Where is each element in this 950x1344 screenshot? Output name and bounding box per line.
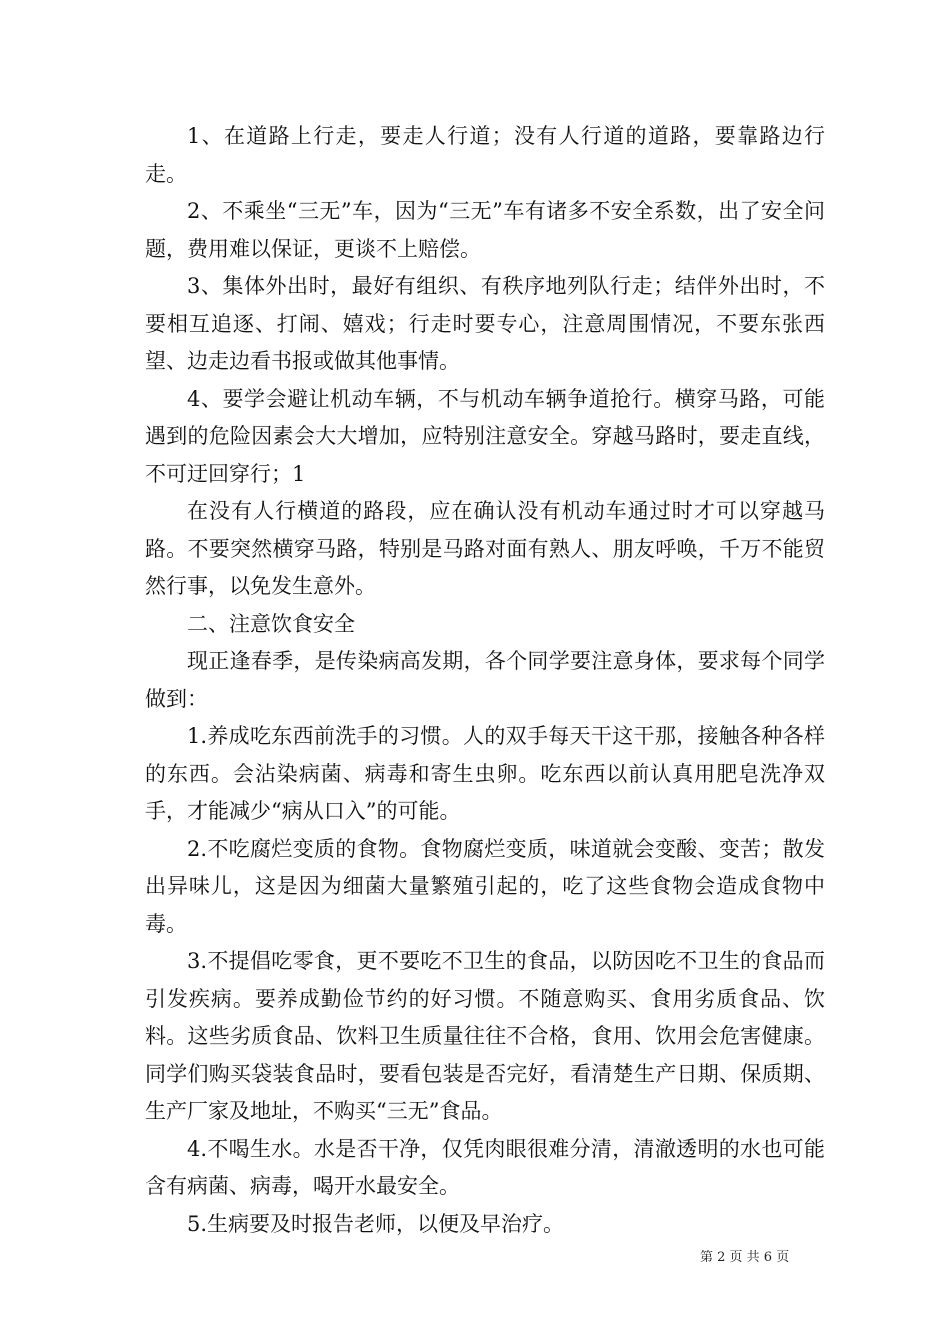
page-number: 第 2 页 共 6 页 <box>700 1250 790 1265</box>
paragraph-food-4: 4.不喝生水。水是否干净，仅凭肉眼很难分清，清澈透明的水也可能含有病菌、病毒，喝开水最安全。 <box>145 1136 825 1198</box>
document-body <box>145 118 825 1243</box>
paragraph-crossing: 在没有人行横道的路段，应在确认没有机动车通过时才可以穿越马路。不要突然横穿马路，特别是马路对面有熟人、朋友呼唤，千万不能贸然行事，以免发生意外。 <box>145 499 825 598</box>
paragraph-food-3: 3.不提倡吃零食，更不要吃不卫生的食品，以防因吃不卫生的食品而引发疾病。要养成勤俭节约的好习惯。不随意购买、食用劣质食品、饮料。这些劣质食品、饮料卫生质量往往不合格，食用、饮用会危害健康。同学们购买袋装食品时，要看包装是否完好，看清楚生产日期、保质期、生产厂家及地址，不购买“三无”食品。 <box>145 949 825 1123</box>
paragraph-food-1: 1.养成吃东西前洗手的习惯。人的双手每天干这干那，接触各种各样的东西。会沾染病菌、病毒和寄生虫卵。吃东西以前认真用肥皂洗净双手，才能减少“病从口入”的可能。 <box>145 724 825 823</box>
paragraph-rule-3: 3、集体外出时，最好有组织、有秩序地列队行走；结伴外出时，不要相互追逐、打闹、嬉戏；行走时要专心，注意周围情况，不要东张西望、边走边看书报或做其他事情。 <box>145 274 825 373</box>
paragraph-food-5: 5.生病要及时报告老师，以便及早治疗。 <box>187 1211 565 1236</box>
section-heading-food-safety: 二、注意饮食安全 <box>187 611 355 636</box>
paragraph-rule-2: 2、不乘坐“三无”车，因为“三无”车有诸多不安全系数，出了安全问题，费用难以保证，更谈不上赔偿。 <box>145 199 825 261</box>
paragraph-rule-1: 1、在道路上行走，要走人行道；没有人行道的道路，要靠路边行走。 <box>145 124 825 186</box>
paragraph-intro: 现正逢春季，是传染病高发期，各个同学要注意身体，要求每个同学做到： <box>145 649 825 711</box>
paragraph-food-2: 2.不吃腐烂变质的食物。食物腐烂变质，味道就会变酸、变苦；散发出异味儿，这是因为细菌大量繁殖引起的，吃了这些食物会造成食物中毒。 <box>145 836 825 936</box>
paragraph-rule-4: 4、要学会避让机动车辆，不与机动车辆争道抢行。横穿马路，可能遇到的危险因素会大大增加，应特别注意安全。穿越马路时，要走直线，不可迂回穿行；1 <box>145 386 825 486</box>
